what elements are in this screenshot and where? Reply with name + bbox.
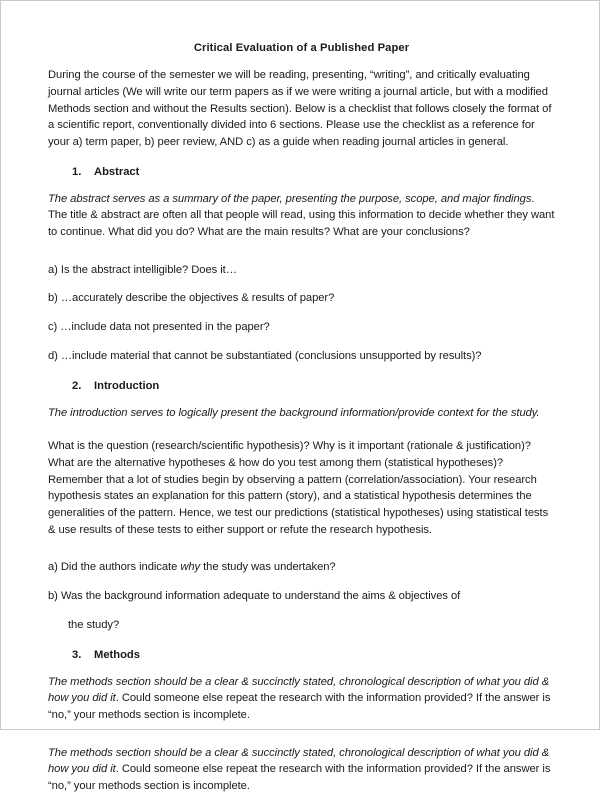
methods-description [48,674,555,724]
section-heading-introduction [48,380,555,392]
section-title-methods: Methods [94,648,140,661]
methods-lede-repeat-tail: . Could someone else repeat the research with the information provided? If the answer is “no,” your methods section is incomplete. [48,763,551,793]
introduction-body: What is the question (research/scientific hypothesis)? Why is it important (rationale & justification)? What are the alternative hypotheses & how do you test among them (statistical hypotheses)? Remember that a lot of studies begin by observing a pattern (correlation/association). Your research hypothesis states an explanation for this pattern (story), and a statistical hypothesis determines the generalities of the pattern. Hence, we test our predictions (statistical hypotheses) using statistical tests & use results of these tests to either support or refute the research hypothesis. [48,440,549,536]
list-item: d) …include material that cannot be substantiated (conclusions unsupported by results)? [48,349,482,362]
intro-paragraph: During the course of the semester we will be reading, presenting, “writing”, and critically evaluating journal articles (We will write our term papers as if we were writing a journal article, but with a modified Methods section and without the Results section). Below is a checklist that follows closely the format of a scientific report, conventionally divided into 6 sections. Please use the checklist as a reference for your a) term paper, b) peer review, AND c) as a guide when reading journal articles in general. [48,69,552,148]
abstract-description [48,191,555,241]
abstract-lede-tail: . The title & abstract are often all that people will read, using this information to decide whether they want to continue. What did you do? What are the main results? What are your conclusions? [48,192,555,239]
page-title: Critical Evaluation of a Published Paper [193,42,410,54]
section-number-methods: 3. [72,648,82,661]
section-number-introduction: 2. [72,379,82,392]
section-title-abstract: Abstract [94,165,140,178]
section-number-abstract: 1. [72,165,82,178]
list-item: b) …accurately describe the objectives & results of paper? [48,292,335,305]
item-a-prefix: a) Did the authors indicate [48,561,181,574]
methods-lede-tail: . Could someone else repeat the research with the information provided? If the answer is “no,” your methods section is incomplete. [48,692,551,721]
list-item: c) …include data not presented in the paper? [48,321,270,334]
introduction-lede: The introduction serves to logically present the background information/provide context for the study. [48,406,540,419]
methods-description-repeat [48,745,555,795]
document-body [48,41,555,795]
methods-lede-repeat: The methods section should be a clear & succinctly stated, chronological description of what you did & how you did it [48,746,550,776]
list-item: b) Was the background information adequate to understand the aims & objectives of [48,590,461,603]
methods-lede: The methods section should be a clear & succinctly stated, chronological description of what you did & how you did it [48,675,550,705]
section-title-introduction: Introduction [94,379,160,392]
section-heading-methods [48,649,555,661]
list-item: a) Is the abstract intelligible? Does it… [48,263,237,276]
list-item-continuation: the study? [68,618,120,631]
item-a-emphasis: why [180,561,201,574]
abstract-lede: The abstract serves as a summary of the paper, presenting the purpose, scope, and major findings [48,192,532,205]
section-heading-abstract [48,166,555,178]
list-item [48,559,555,576]
item-a-suffix: the study was undertaken? [200,561,336,574]
